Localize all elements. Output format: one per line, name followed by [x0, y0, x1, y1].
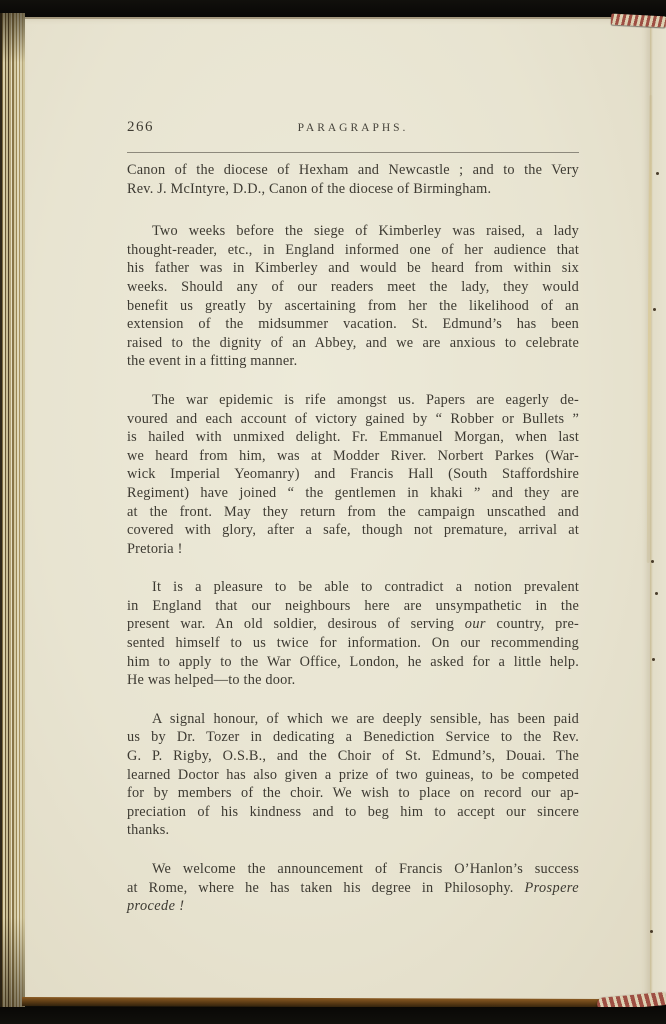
text-line: We welcome the announcement of Francis O’Hanlon’s success — [152, 861, 579, 877]
paper-speck — [655, 592, 658, 595]
text-line: the event in a fitting manner. — [127, 353, 298, 370]
text-line: his father was in Kimberley and would be heard from within six — [127, 260, 579, 277]
text-line: us by Dr. Tozer in dedicating a Benediction Service to the Rev. — [127, 729, 579, 746]
text-line: A signal honour, of which we are deeply sensible, has been paid — [152, 710, 579, 727]
text-line: present war. An old soldier, desirous of serving our country, pre- — [127, 616, 579, 633]
text-line: at the front. May they return from the campaign unscathed and — [127, 503, 579, 520]
text-line: It is a pleasure to be able to contradict a notion prevalent — [152, 579, 579, 596]
text-line: extension of the midsummer vacation. St. Edmund’s has been — [127, 316, 579, 333]
paragraph — [127, 710, 579, 840]
photo-matte-bottom — [0, 1007, 666, 1024]
text-line: covered with glory, after a safe, though not premature, arrival at — [127, 522, 579, 539]
text-line: learned Doctor has also given a prize of two guineas, to be competed — [127, 766, 579, 783]
paper-speck — [651, 560, 654, 563]
text-line: Two weeks before the siege of Kimberley was raised, a lady — [152, 223, 579, 240]
text-line: preciation of his kindness and to beg him to accept our sincere — [127, 803, 579, 820]
paragraphs — [127, 161, 579, 936]
header-rule — [127, 152, 579, 153]
photo-matte-top — [0, 0, 666, 17]
text-line: procede ! — [127, 898, 185, 915]
text-line: The war epidemic is rife amongst us. Papers are eagerly de- — [152, 391, 579, 408]
paper-speck — [650, 930, 653, 933]
paragraph — [127, 222, 579, 371]
text-line: for by members of the choir. We wish to place on record our ap- — [127, 785, 579, 802]
text-line: weeks. Should any of our readers meet the lady, they would — [127, 278, 579, 295]
paragraph — [127, 578, 579, 690]
text-line: thanks. — [127, 822, 170, 839]
text-line: him to apply to the War Office, London, he asked for a little help. — [127, 653, 579, 670]
text-line: Regiment) have joined “ the gentlemen in khaki ” and they are — [127, 484, 579, 501]
paper-speck — [656, 172, 659, 175]
text-line: Rev. J. McIntyre, D.D., Canon of the diocese of Birmingham. — [127, 180, 492, 197]
text-line: is hailed with unmixed delight. Fr. Emmanuel Morgan, when last — [127, 429, 579, 446]
paragraph — [127, 161, 579, 198]
text-line: thought-reader, etc., in England informed one of her audience that — [127, 241, 579, 258]
text-line: sented himself to us twice for information. On our recommending — [127, 635, 579, 652]
page-number: 266 — [127, 119, 154, 135]
text-line: we heard from him, was at Modder River. Norbert Parkes (War- — [127, 447, 579, 464]
text-line: He was helped—to the door. — [127, 672, 296, 689]
text-line: at Rome, where he has taken his degree in Philosophy. Prospere — [127, 879, 579, 896]
paragraph — [127, 860, 579, 916]
text-line: voured and each account of victory gained by “ Robber or Bullets ” — [127, 410, 579, 427]
text-line: raised to the dignity of an Abbey, and we are anxious to celebrate — [127, 334, 579, 351]
text-line: G. P. Rigby, O.S.B., and the Choir of St. Edmund’s, Douai. The — [127, 748, 579, 765]
facing-page-edge — [650, 20, 666, 1002]
text-line: in England that our neighbours here are unsympathetic in the — [127, 597, 579, 614]
text-line: Pretoria ! — [127, 540, 183, 557]
text-line: benefit us greatly by ascertaining from her the likelihood of an — [127, 297, 579, 314]
text-line: wick Imperial Yeomanry) and Francis Hall (South Staffordshire — [127, 466, 579, 483]
paper-speck — [653, 308, 656, 311]
book-page — [25, 17, 650, 1003]
paper-speck — [652, 658, 655, 661]
page-header — [127, 119, 579, 141]
running-title: PARAGRAPHS. — [297, 122, 409, 134]
stacked-page-edges — [0, 13, 25, 1007]
paragraph — [127, 391, 579, 558]
text-line: Canon of the diocese of Hexham and Newcastle ; and to the Very — [127, 162, 579, 178]
